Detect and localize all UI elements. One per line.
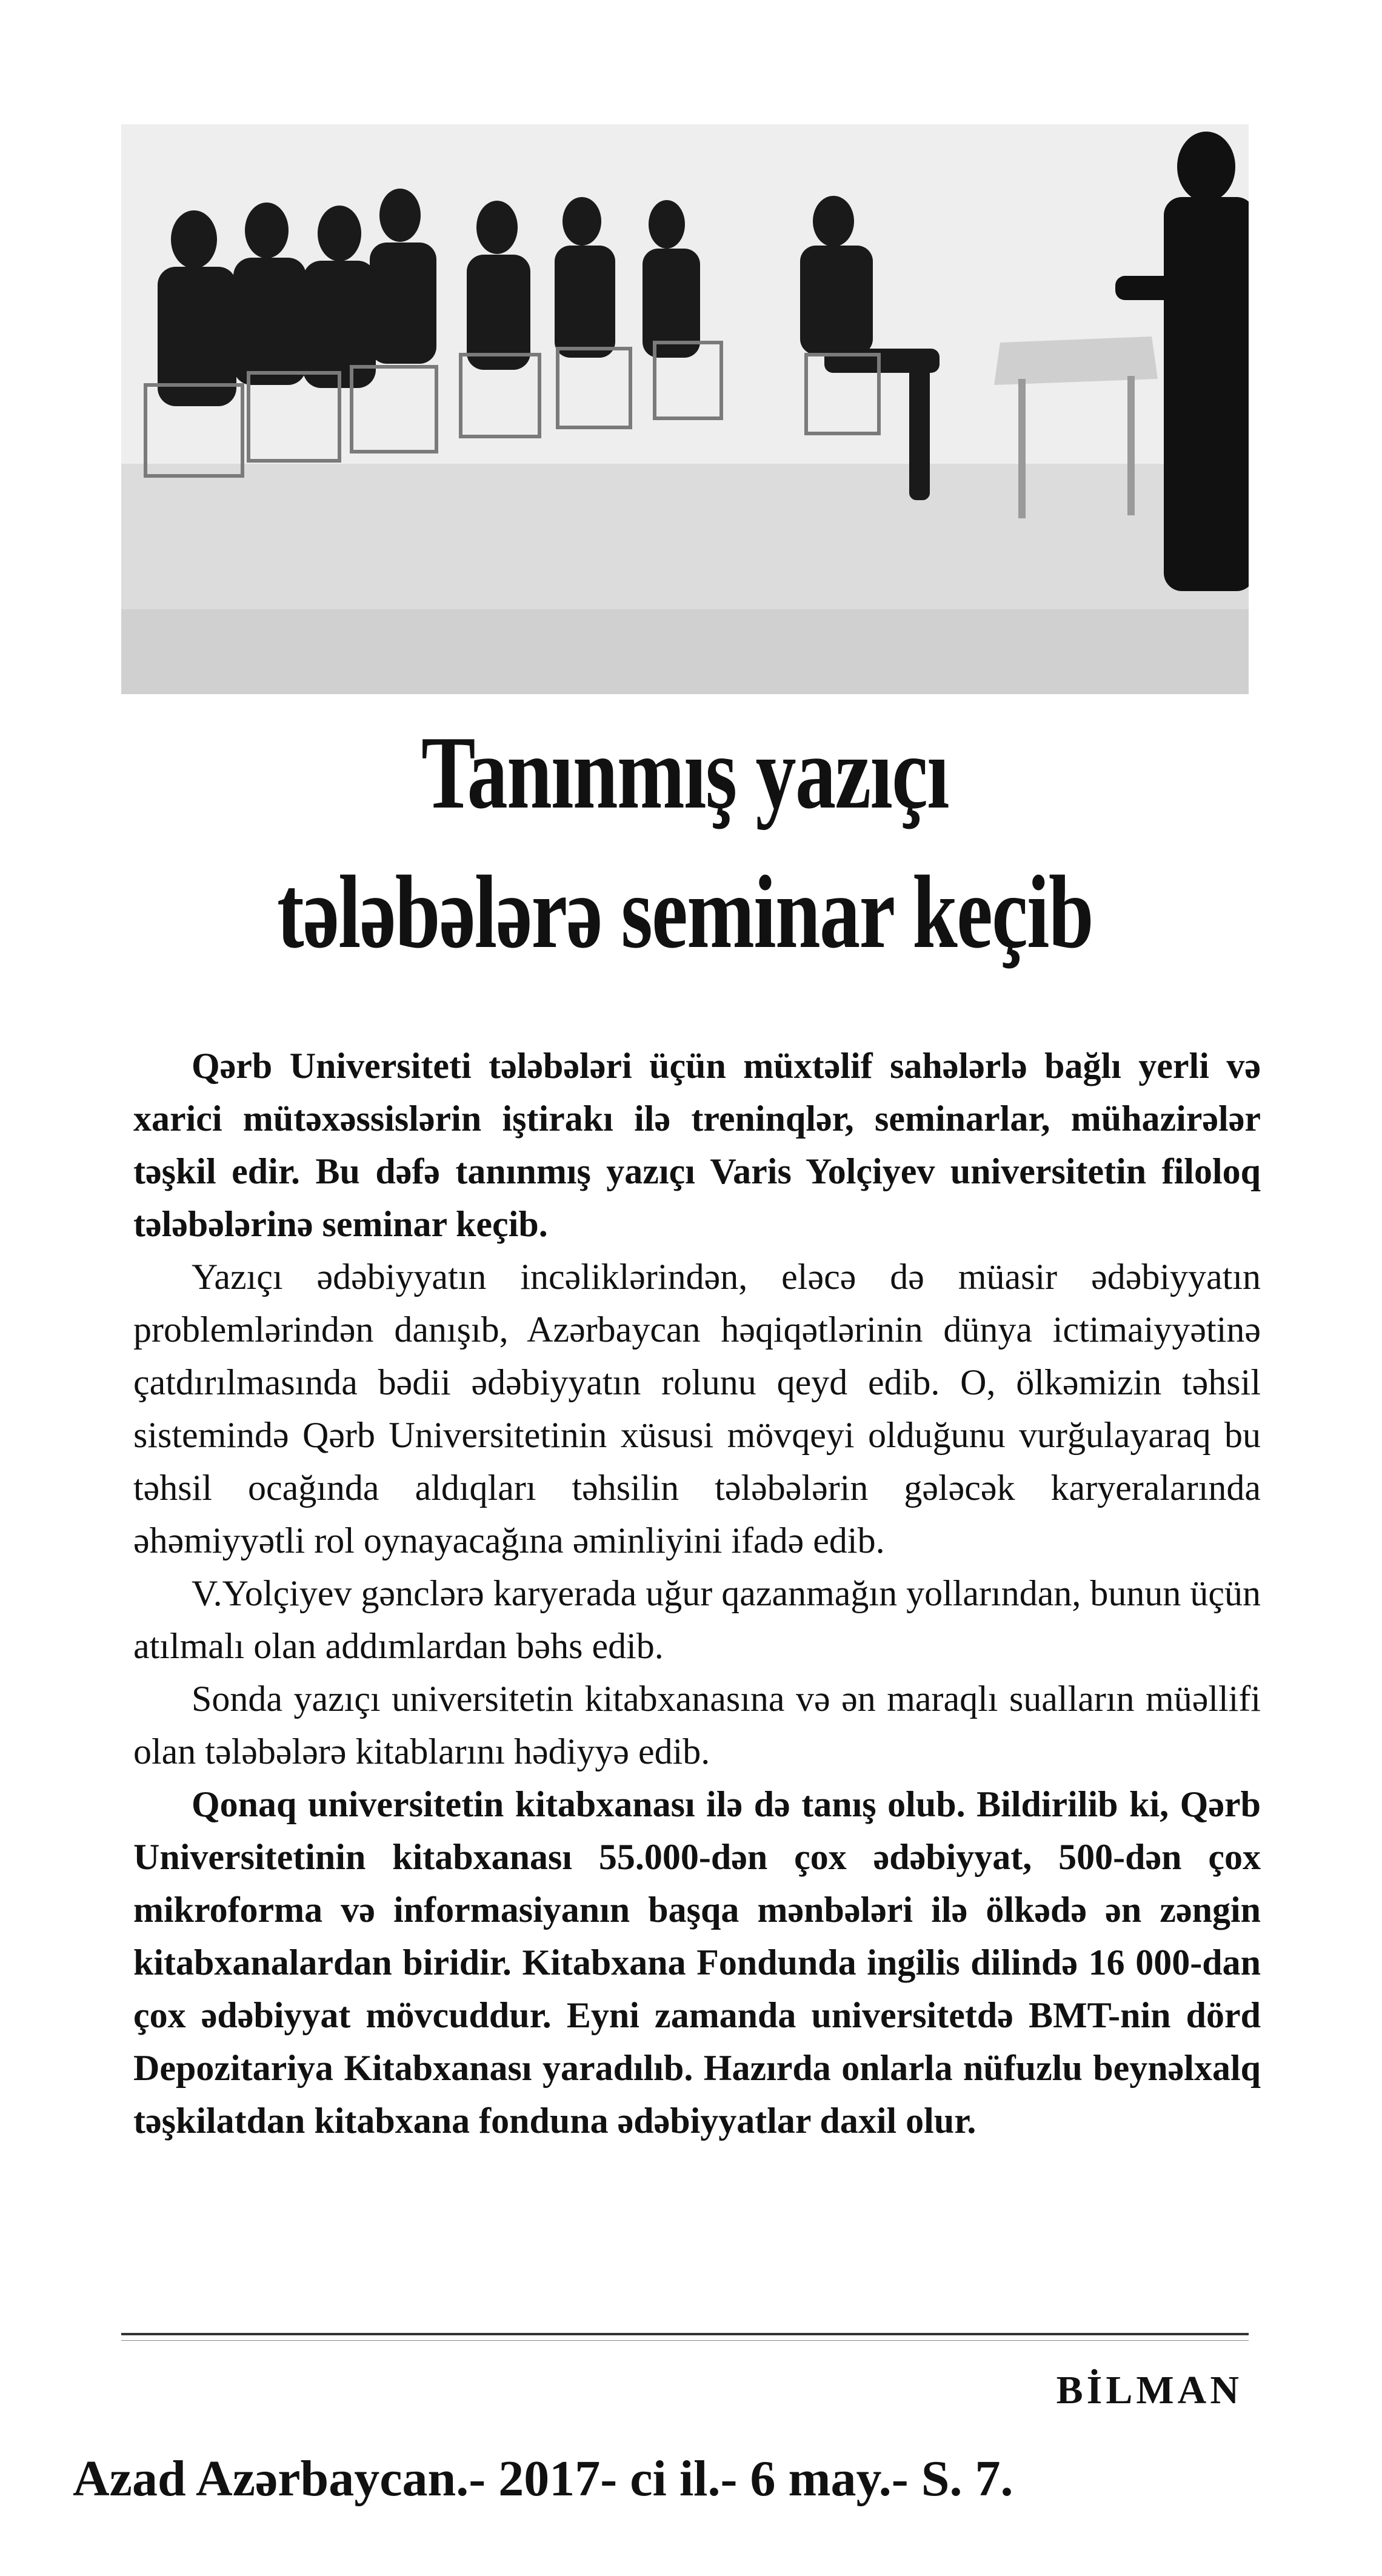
article-body	[133, 1040, 1261, 2147]
article-paragraph-4: Sonda yazıçı universitetin kitabxanasına və ən maraqlı sualların müəllifi olan tələbələrə kitablarını hədiyyə edib.	[133, 1679, 1261, 1771]
article-paragraph-5: Qonaq universitetin kitabxanası ilə də tanış olub. Bildirilib ki, Qərb Universitetinin kitabxanası 55.000-dən çox ədəbiyyat, 500-dən çox mikroforma və informasiyanın başqa mənbələri ilə ölkədə ən zəngin kitabxanalardan biridir. Kitabxana Fondunda ingilis dilində 16 000-dan çox ədəbiyyat mövcuddur. Eyni zamanda universitetdə BMT-nin dörd Depozitariya Kitabxanası yaradılıb. Hazırda onlarla nüfuzlu beynəlxalq təşkilatdan kitabxana fonduna ədəbiyyatlar daxil olur.	[133, 1784, 1261, 2141]
headline-line-1: Tanınmış yazıçı	[421, 715, 949, 831]
article-divider	[121, 2333, 1249, 2335]
author-byline: BİLMAN	[1056, 2368, 1243, 2412]
article-paragraph-1: Qərb Universiteti tələbələri üçün müxtəlif sahələrlə bağlı yerli və xarici mütəxəssislərin iştirakı ilə treninqlər, seminarlar, mühazirələr təşkil edir. Bu dəfə tanınmış yazıçı Varis Yolçiyev universitetin filoloq tələbələrinə seminar keçib.	[133, 1046, 1261, 1244]
article-paragraph-2: Yazıçı ədəbiyyatın incəliklərindən, eləcə də müasir ədəbiyyatın problemlərindən danışıb, Azərbaycan həqiqətlərinin dünya ictimaiyyətinə çatdırılmasında bədii ədəbiyyatın rolunu qeyd edib. O, ölkəmizin təhsil sistemində Qərb Universitetinin xüsusi mövqeyi olduğunu vurğulayaraq bu təhsil ocağında aldıqları təhsilin tələbələrin gələcək karyeralarında əhəmiyyətli rol oynayacağına əminliyini ifadə edib.	[133, 1257, 1261, 1561]
source-citation: Azad Azərbaycan.- 2017- ci il.- 6 may.- S. 7.	[73, 2451, 1013, 2507]
headline	[245, 703, 1125, 982]
article-divider-thin	[121, 2340, 1249, 2341]
seminar-photo	[121, 124, 1249, 694]
seminar-photo-illustration	[121, 124, 1249, 694]
article-paragraph-3: V.Yolçiyev gənclərə karyerada uğur qazanmağın yollarından, bunun üçün atılmalı olan addımlardan bəhs edib.	[133, 1573, 1261, 1666]
headline-line-2: tələbələrə seminar keçib	[277, 855, 1093, 970]
